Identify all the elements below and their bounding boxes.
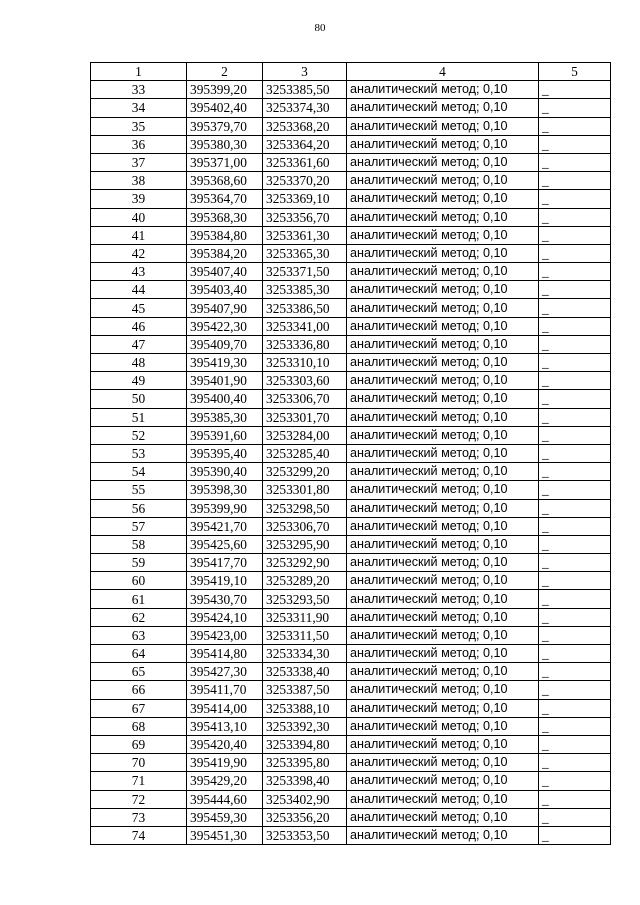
point-number-cell: 57: [91, 517, 187, 535]
method-cell: аналитический метод; 0,10: [347, 99, 539, 117]
table-row: [91, 317, 611, 335]
method-cell: аналитический метод; 0,10: [347, 372, 539, 390]
x-coordinate-cell: 395414,00: [187, 699, 263, 717]
y-coordinate-cell: 3253385,50: [263, 81, 347, 99]
y-coordinate-cell: 3253338,40: [263, 663, 347, 681]
x-coordinate-cell: 395422,30: [187, 317, 263, 335]
x-coordinate-cell: 395399,20: [187, 81, 263, 99]
x-coordinate-cell: 395407,40: [187, 263, 263, 281]
y-coordinate-cell: 3253293,50: [263, 590, 347, 608]
note-cell: _: [539, 444, 611, 462]
method-cell: аналитический метод; 0,10: [347, 263, 539, 281]
y-coordinate-cell: 3253356,70: [263, 208, 347, 226]
x-coordinate-cell: 395419,10: [187, 572, 263, 590]
column-header-1: 1: [91, 63, 187, 81]
y-coordinate-cell: 3253361,30: [263, 226, 347, 244]
table-row: [91, 172, 611, 190]
x-coordinate-cell: 395420,40: [187, 735, 263, 753]
point-number-cell: 42: [91, 244, 187, 262]
y-coordinate-cell: 3253303,60: [263, 372, 347, 390]
method-cell: аналитический метод; 0,10: [347, 172, 539, 190]
table-row: [91, 535, 611, 553]
table-row: [91, 626, 611, 644]
table-row: [91, 135, 611, 153]
method-cell: аналитический метод; 0,10: [347, 535, 539, 553]
method-cell: аналитический метод; 0,10: [347, 153, 539, 171]
table-row: [91, 481, 611, 499]
column-header-5: 5: [539, 63, 611, 81]
y-coordinate-cell: 3253387,50: [263, 681, 347, 699]
table-header-row: [91, 63, 611, 81]
note-cell: _: [539, 390, 611, 408]
y-coordinate-cell: 3253398,40: [263, 772, 347, 790]
method-cell: аналитический метод; 0,10: [347, 681, 539, 699]
y-coordinate-cell: 3253341,00: [263, 317, 347, 335]
x-coordinate-cell: 395424,10: [187, 608, 263, 626]
x-coordinate-cell: 395417,70: [187, 554, 263, 572]
method-cell: аналитический метод; 0,10: [347, 645, 539, 663]
point-number-cell: 69: [91, 735, 187, 753]
method-cell: аналитический метод; 0,10: [347, 354, 539, 372]
point-number-cell: 74: [91, 826, 187, 844]
note-cell: _: [539, 481, 611, 499]
y-coordinate-cell: 3253311,50: [263, 626, 347, 644]
note-cell: _: [539, 372, 611, 390]
note-cell: _: [539, 808, 611, 826]
x-coordinate-cell: 395421,70: [187, 517, 263, 535]
table-body: [91, 81, 611, 845]
x-coordinate-cell: 395402,40: [187, 99, 263, 117]
table-row: [91, 263, 611, 281]
x-coordinate-cell: 395414,80: [187, 645, 263, 663]
y-coordinate-cell: 3253311,90: [263, 608, 347, 626]
y-coordinate-cell: 3253285,40: [263, 444, 347, 462]
x-coordinate-cell: 395409,70: [187, 335, 263, 353]
method-cell: аналитический метод; 0,10: [347, 808, 539, 826]
x-coordinate-cell: 395399,90: [187, 499, 263, 517]
point-number-cell: 72: [91, 790, 187, 808]
point-number-cell: 40: [91, 208, 187, 226]
method-cell: аналитический метод; 0,10: [347, 135, 539, 153]
y-coordinate-cell: 3253284,00: [263, 426, 347, 444]
table-row: [91, 699, 611, 717]
point-number-cell: 38: [91, 172, 187, 190]
method-cell: аналитический метод; 0,10: [347, 317, 539, 335]
x-coordinate-cell: 395425,60: [187, 535, 263, 553]
table-row: [91, 208, 611, 226]
x-coordinate-cell: 395390,40: [187, 463, 263, 481]
point-number-cell: 44: [91, 281, 187, 299]
note-cell: _: [539, 244, 611, 262]
table-row: [91, 754, 611, 772]
note-cell: _: [539, 408, 611, 426]
y-coordinate-cell: 3253365,30: [263, 244, 347, 262]
x-coordinate-cell: 395403,40: [187, 281, 263, 299]
point-number-cell: 71: [91, 772, 187, 790]
note-cell: _: [539, 208, 611, 226]
point-number-cell: 52: [91, 426, 187, 444]
note-cell: _: [539, 153, 611, 171]
note-cell: _: [539, 426, 611, 444]
method-cell: аналитический метод; 0,10: [347, 335, 539, 353]
x-coordinate-cell: 395413,10: [187, 717, 263, 735]
note-cell: _: [539, 354, 611, 372]
y-coordinate-cell: 3253353,50: [263, 826, 347, 844]
column-header-4: 4: [347, 63, 539, 81]
note-cell: _: [539, 572, 611, 590]
point-number-cell: 37: [91, 153, 187, 171]
point-number-cell: 50: [91, 390, 187, 408]
method-cell: аналитический метод; 0,10: [347, 408, 539, 426]
y-coordinate-cell: 3253292,90: [263, 554, 347, 572]
method-cell: аналитический метод; 0,10: [347, 208, 539, 226]
x-coordinate-cell: 395429,20: [187, 772, 263, 790]
table-row: [91, 281, 611, 299]
x-coordinate-cell: 395371,00: [187, 153, 263, 171]
point-number-cell: 68: [91, 717, 187, 735]
y-coordinate-cell: 3253356,20: [263, 808, 347, 826]
x-coordinate-cell: 395444,60: [187, 790, 263, 808]
table-row: [91, 244, 611, 262]
table-row: [91, 499, 611, 517]
point-number-cell: 60: [91, 572, 187, 590]
point-number-cell: 55: [91, 481, 187, 499]
note-cell: _: [539, 772, 611, 790]
method-cell: аналитический метод; 0,10: [347, 390, 539, 408]
point-number-cell: 61: [91, 590, 187, 608]
note-cell: _: [539, 645, 611, 663]
method-cell: аналитический метод; 0,10: [347, 572, 539, 590]
table-row: [91, 226, 611, 244]
x-coordinate-cell: 395423,00: [187, 626, 263, 644]
table-row: [91, 608, 611, 626]
table-row: [91, 590, 611, 608]
note-cell: _: [539, 663, 611, 681]
method-cell: аналитический метод; 0,10: [347, 481, 539, 499]
x-coordinate-cell: 395430,70: [187, 590, 263, 608]
note-cell: _: [539, 626, 611, 644]
note-cell: _: [539, 117, 611, 135]
method-cell: аналитический метод; 0,10: [347, 626, 539, 644]
y-coordinate-cell: 3253289,20: [263, 572, 347, 590]
table-row: [91, 426, 611, 444]
note-cell: _: [539, 463, 611, 481]
table-row: [91, 572, 611, 590]
table-row: [91, 772, 611, 790]
note-cell: _: [539, 608, 611, 626]
note-cell: _: [539, 699, 611, 717]
table-row: [91, 808, 611, 826]
table-row: [91, 517, 611, 535]
x-coordinate-cell: 395400,40: [187, 390, 263, 408]
method-cell: аналитический метод; 0,10: [347, 117, 539, 135]
table-row: [91, 444, 611, 462]
x-coordinate-cell: 395419,30: [187, 354, 263, 372]
point-number-cell: 39: [91, 190, 187, 208]
page-number: 80: [314, 22, 326, 34]
y-coordinate-cell: 3253368,20: [263, 117, 347, 135]
table-row: [91, 190, 611, 208]
table-row: [91, 99, 611, 117]
method-cell: аналитический метод; 0,10: [347, 517, 539, 535]
y-coordinate-cell: 3253395,80: [263, 754, 347, 772]
note-cell: _: [539, 263, 611, 281]
note-cell: _: [539, 99, 611, 117]
method-cell: аналитический метод; 0,10: [347, 190, 539, 208]
point-number-cell: 41: [91, 226, 187, 244]
method-cell: аналитический метод; 0,10: [347, 463, 539, 481]
column-header-3: 3: [263, 63, 347, 81]
method-cell: аналитический метод; 0,10: [347, 426, 539, 444]
point-number-cell: 46: [91, 317, 187, 335]
y-coordinate-cell: 3253392,30: [263, 717, 347, 735]
x-coordinate-cell: 395427,30: [187, 663, 263, 681]
note-cell: _: [539, 681, 611, 699]
table-row: [91, 390, 611, 408]
point-number-cell: 48: [91, 354, 187, 372]
y-coordinate-cell: 3253298,50: [263, 499, 347, 517]
method-cell: аналитический метод; 0,10: [347, 735, 539, 753]
y-coordinate-cell: 3253371,50: [263, 263, 347, 281]
table-row: [91, 117, 611, 135]
point-number-cell: 54: [91, 463, 187, 481]
point-number-cell: 63: [91, 626, 187, 644]
note-cell: _: [539, 299, 611, 317]
method-cell: аналитический метод; 0,10: [347, 554, 539, 572]
point-number-cell: 43: [91, 263, 187, 281]
x-coordinate-cell: 395407,90: [187, 299, 263, 317]
point-number-cell: 58: [91, 535, 187, 553]
note-cell: _: [539, 335, 611, 353]
note-cell: _: [539, 281, 611, 299]
x-coordinate-cell: 395401,90: [187, 372, 263, 390]
method-cell: аналитический метод; 0,10: [347, 608, 539, 626]
y-coordinate-cell: 3253386,50: [263, 299, 347, 317]
note-cell: _: [539, 790, 611, 808]
y-coordinate-cell: 3253310,10: [263, 354, 347, 372]
x-coordinate-cell: 395384,80: [187, 226, 263, 244]
point-number-cell: 56: [91, 499, 187, 517]
table-row: [91, 408, 611, 426]
x-coordinate-cell: 395364,70: [187, 190, 263, 208]
x-coordinate-cell: 395368,60: [187, 172, 263, 190]
method-cell: аналитический метод; 0,10: [347, 699, 539, 717]
x-coordinate-cell: 395459,30: [187, 808, 263, 826]
method-cell: аналитический метод; 0,10: [347, 281, 539, 299]
y-coordinate-cell: 3253388,10: [263, 699, 347, 717]
point-number-cell: 36: [91, 135, 187, 153]
method-cell: аналитический метод; 0,10: [347, 590, 539, 608]
coordinates-table: [90, 62, 611, 845]
method-cell: аналитический метод; 0,10: [347, 299, 539, 317]
method-cell: аналитический метод; 0,10: [347, 717, 539, 735]
table-row: [91, 717, 611, 735]
method-cell: аналитический метод; 0,10: [347, 81, 539, 99]
y-coordinate-cell: 3253361,60: [263, 153, 347, 171]
method-cell: аналитический метод; 0,10: [347, 790, 539, 808]
table-row: [91, 735, 611, 753]
column-header-2: 2: [187, 63, 263, 81]
y-coordinate-cell: 3253364,20: [263, 135, 347, 153]
point-number-cell: 70: [91, 754, 187, 772]
table-row: [91, 354, 611, 372]
point-number-cell: 64: [91, 645, 187, 663]
method-cell: аналитический метод; 0,10: [347, 444, 539, 462]
y-coordinate-cell: 3253402,90: [263, 790, 347, 808]
table-row: [91, 153, 611, 171]
point-number-cell: 45: [91, 299, 187, 317]
point-number-cell: 59: [91, 554, 187, 572]
table-row: [91, 463, 611, 481]
y-coordinate-cell: 3253334,30: [263, 645, 347, 663]
table-row: [91, 790, 611, 808]
point-number-cell: 49: [91, 372, 187, 390]
table-row: [91, 554, 611, 572]
method-cell: аналитический метод; 0,10: [347, 826, 539, 844]
table-row: [91, 81, 611, 99]
note-cell: _: [539, 590, 611, 608]
y-coordinate-cell: 3253369,10: [263, 190, 347, 208]
note-cell: _: [539, 735, 611, 753]
method-cell: аналитический метод; 0,10: [347, 663, 539, 681]
y-coordinate-cell: 3253301,70: [263, 408, 347, 426]
x-coordinate-cell: 395368,30: [187, 208, 263, 226]
note-cell: _: [539, 81, 611, 99]
note-cell: _: [539, 226, 611, 244]
y-coordinate-cell: 3253336,80: [263, 335, 347, 353]
point-number-cell: 51: [91, 408, 187, 426]
x-coordinate-cell: 395391,60: [187, 426, 263, 444]
note-cell: _: [539, 754, 611, 772]
x-coordinate-cell: 395379,70: [187, 117, 263, 135]
method-cell: аналитический метод; 0,10: [347, 226, 539, 244]
point-number-cell: 47: [91, 335, 187, 353]
x-coordinate-cell: 395384,20: [187, 244, 263, 262]
note-cell: _: [539, 535, 611, 553]
point-number-cell: 53: [91, 444, 187, 462]
x-coordinate-cell: 395380,30: [187, 135, 263, 153]
y-coordinate-cell: 3253370,20: [263, 172, 347, 190]
table-row: [91, 681, 611, 699]
y-coordinate-cell: 3253295,90: [263, 535, 347, 553]
y-coordinate-cell: 3253306,70: [263, 517, 347, 535]
point-number-cell: 73: [91, 808, 187, 826]
point-number-cell: 35: [91, 117, 187, 135]
note-cell: _: [539, 717, 611, 735]
y-coordinate-cell: 3253299,20: [263, 463, 347, 481]
x-coordinate-cell: 395395,40: [187, 444, 263, 462]
note-cell: _: [539, 499, 611, 517]
x-coordinate-cell: 395411,70: [187, 681, 263, 699]
point-number-cell: 67: [91, 699, 187, 717]
x-coordinate-cell: 395398,30: [187, 481, 263, 499]
table-row: [91, 335, 611, 353]
table-row: [91, 645, 611, 663]
table-row: [91, 299, 611, 317]
x-coordinate-cell: 395419,90: [187, 754, 263, 772]
note-cell: _: [539, 554, 611, 572]
table-row: [91, 372, 611, 390]
y-coordinate-cell: 3253394,80: [263, 735, 347, 753]
method-cell: аналитический метод; 0,10: [347, 754, 539, 772]
x-coordinate-cell: 395451,30: [187, 826, 263, 844]
table-row: [91, 826, 611, 844]
y-coordinate-cell: 3253374,30: [263, 99, 347, 117]
point-number-cell: 65: [91, 663, 187, 681]
table-row: [91, 663, 611, 681]
method-cell: аналитический метод; 0,10: [347, 244, 539, 262]
note-cell: _: [539, 826, 611, 844]
point-number-cell: 34: [91, 99, 187, 117]
note-cell: _: [539, 190, 611, 208]
y-coordinate-cell: 3253301,80: [263, 481, 347, 499]
note-cell: _: [539, 135, 611, 153]
note-cell: _: [539, 172, 611, 190]
y-coordinate-cell: 3253385,30: [263, 281, 347, 299]
note-cell: _: [539, 317, 611, 335]
x-coordinate-cell: 395385,30: [187, 408, 263, 426]
point-number-cell: 66: [91, 681, 187, 699]
y-coordinate-cell: 3253306,70: [263, 390, 347, 408]
point-number-cell: 62: [91, 608, 187, 626]
method-cell: аналитический метод; 0,10: [347, 772, 539, 790]
method-cell: аналитический метод; 0,10: [347, 499, 539, 517]
point-number-cell: 33: [91, 81, 187, 99]
note-cell: _: [539, 517, 611, 535]
